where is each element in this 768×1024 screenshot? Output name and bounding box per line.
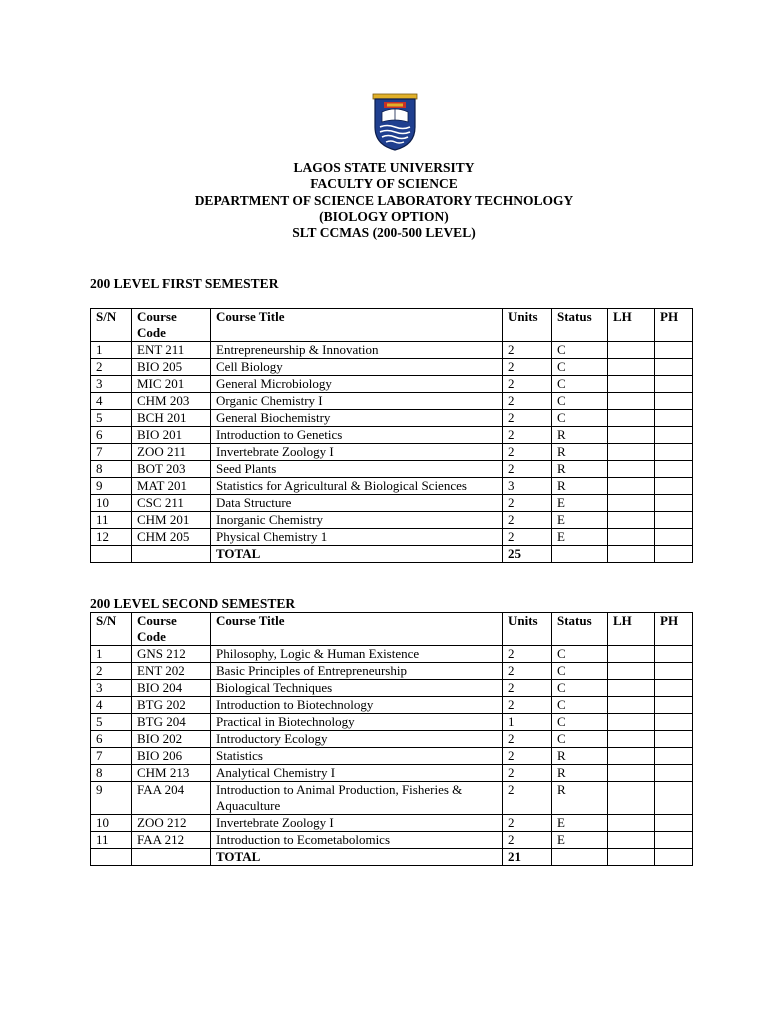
cell-course-title: Inorganic Chemistry bbox=[211, 512, 503, 529]
cell-units: 2 bbox=[503, 731, 552, 748]
total-row bbox=[91, 546, 693, 563]
table-row bbox=[91, 461, 693, 478]
cell-course-code: FAA 204 bbox=[132, 782, 211, 815]
cell-ph bbox=[655, 427, 693, 444]
table-row bbox=[91, 444, 693, 461]
table-row bbox=[91, 512, 693, 529]
cell-status: C bbox=[552, 731, 608, 748]
cell-sn: 11 bbox=[91, 832, 132, 849]
cell-lh bbox=[608, 427, 655, 444]
cell-ph bbox=[655, 782, 693, 815]
cell-lh bbox=[608, 714, 655, 731]
cell-status: E bbox=[552, 815, 608, 832]
cell-status: C bbox=[552, 359, 608, 376]
cell-units: 2 bbox=[503, 680, 552, 697]
cell-sn: 1 bbox=[91, 342, 132, 359]
table-row bbox=[91, 748, 693, 765]
cell-sn: 5 bbox=[91, 714, 132, 731]
cell-ph bbox=[655, 765, 693, 782]
cell-units: 2 bbox=[503, 495, 552, 512]
cell-status: E bbox=[552, 529, 608, 546]
cell-sn: 2 bbox=[91, 359, 132, 376]
option-name: (BIOLOGY OPTION) bbox=[319, 208, 449, 224]
cell-course-code: CHM 205 bbox=[132, 529, 211, 546]
cell-ph bbox=[655, 461, 693, 478]
cell-course-title: Introduction to Ecometabolomics bbox=[211, 832, 503, 849]
table-row bbox=[91, 529, 693, 546]
cell-lh bbox=[608, 663, 655, 680]
cell-ph bbox=[655, 478, 693, 495]
total-label: TOTAL bbox=[211, 849, 503, 866]
cell-sn: 10 bbox=[91, 815, 132, 832]
total-units: 21 bbox=[503, 849, 552, 866]
total-row bbox=[91, 849, 693, 866]
cell-lh bbox=[608, 495, 655, 512]
cell-lh bbox=[608, 376, 655, 393]
cell-ph bbox=[655, 680, 693, 697]
section-title-first-semester: 200 LEVEL FIRST SEMESTER bbox=[90, 276, 279, 291]
cell-course-title: General Biochemistry bbox=[211, 410, 503, 427]
cell-course-title: Statistics bbox=[211, 748, 503, 765]
cell-sn: 4 bbox=[91, 697, 132, 714]
table-row bbox=[91, 376, 693, 393]
table-row bbox=[91, 663, 693, 680]
cell-status: C bbox=[552, 342, 608, 359]
total-label: TOTAL bbox=[211, 546, 503, 563]
table-row bbox=[91, 478, 693, 495]
cell-course-title: Practical in Biotechnology bbox=[211, 714, 503, 731]
cell-ph bbox=[655, 714, 693, 731]
cell-sn: 3 bbox=[91, 680, 132, 697]
cell-status: R bbox=[552, 444, 608, 461]
cell-lh bbox=[608, 646, 655, 663]
cell-status: C bbox=[552, 714, 608, 731]
col-header-units: Units bbox=[503, 613, 552, 646]
cell-course-code: FAA 212 bbox=[132, 832, 211, 849]
table-row bbox=[91, 714, 693, 731]
cell-status: R bbox=[552, 461, 608, 478]
cell-sn: 9 bbox=[91, 478, 132, 495]
table-header-row bbox=[91, 613, 693, 646]
cell-sn: 5 bbox=[91, 410, 132, 427]
cell-status: C bbox=[552, 376, 608, 393]
course-table-second-semester bbox=[90, 612, 693, 866]
cell-sn: 6 bbox=[91, 731, 132, 748]
cell-sn: 3 bbox=[91, 376, 132, 393]
cell-sn: 4 bbox=[91, 393, 132, 410]
cell-course-code: BTG 202 bbox=[132, 697, 211, 714]
col-header-lh: LH bbox=[608, 613, 655, 646]
cell-status: C bbox=[552, 410, 608, 427]
cell-ph bbox=[655, 697, 693, 714]
cell-lh bbox=[608, 748, 655, 765]
cell-lh bbox=[608, 731, 655, 748]
cell-sn: 11 bbox=[91, 512, 132, 529]
col-header-course-code: Course Code bbox=[132, 613, 211, 646]
cell-lh bbox=[608, 832, 655, 849]
col-header-sn: S/N bbox=[91, 309, 132, 342]
cell-course-code: CHM 203 bbox=[132, 393, 211, 410]
cell-units: 2 bbox=[503, 529, 552, 546]
total-units: 25 bbox=[503, 546, 552, 563]
cell-lh bbox=[608, 512, 655, 529]
cell-course-title: Statistics for Agricultural & Biological Sciences bbox=[211, 478, 503, 495]
cell-course-title: Organic Chemistry I bbox=[211, 393, 503, 410]
cell-units: 2 bbox=[503, 410, 552, 427]
cell-ph bbox=[655, 646, 693, 663]
cell-course-code: BOT 203 bbox=[132, 461, 211, 478]
cell-ph bbox=[655, 832, 693, 849]
cell-lh bbox=[608, 697, 655, 714]
col-header-course-code: Course Code bbox=[132, 309, 211, 342]
cell-course-code: ENT 202 bbox=[132, 663, 211, 680]
table-row bbox=[91, 410, 693, 427]
col-header-units: Units bbox=[503, 309, 552, 342]
cell-sn: 6 bbox=[91, 427, 132, 444]
cell-sn: 12 bbox=[91, 529, 132, 546]
cell-lh bbox=[608, 461, 655, 478]
cell-course-code: MAT 201 bbox=[132, 478, 211, 495]
cell-ph bbox=[655, 376, 693, 393]
cell-course-title: Basic Principles of Entrepreneurship bbox=[211, 663, 503, 680]
cell-lh bbox=[608, 342, 655, 359]
cell-ph bbox=[655, 731, 693, 748]
university-crest-icon bbox=[372, 93, 418, 151]
table-row bbox=[91, 782, 693, 815]
table-row bbox=[91, 697, 693, 714]
cell-course-title: Philosophy, Logic & Human Existence bbox=[211, 646, 503, 663]
col-header-ph: PH bbox=[655, 309, 693, 342]
cell-status: R bbox=[552, 782, 608, 815]
cell-units: 2 bbox=[503, 748, 552, 765]
cell-units: 3 bbox=[503, 478, 552, 495]
cell-course-code: GNS 212 bbox=[132, 646, 211, 663]
cell-units: 2 bbox=[503, 393, 552, 410]
cell-units: 2 bbox=[503, 359, 552, 376]
cell-course-title: Introduction to Animal Production, Fisheries & Aquaculture bbox=[211, 782, 503, 815]
cell-course-title: Introduction to Genetics bbox=[211, 427, 503, 444]
table-row bbox=[91, 342, 693, 359]
table-row bbox=[91, 427, 693, 444]
cell-course-code: BTG 204 bbox=[132, 714, 211, 731]
cell-course-title: Seed Plants bbox=[211, 461, 503, 478]
cell-course-code: CHM 213 bbox=[132, 765, 211, 782]
cell-units: 2 bbox=[503, 376, 552, 393]
cell-lh bbox=[608, 410, 655, 427]
col-header-course-title: Course Title bbox=[211, 309, 503, 342]
table-header-row bbox=[91, 309, 693, 342]
cell-sn: 2 bbox=[91, 663, 132, 680]
cell-sn: 10 bbox=[91, 495, 132, 512]
cell-sn: 7 bbox=[91, 748, 132, 765]
table-row bbox=[91, 359, 693, 376]
col-header-ph: PH bbox=[655, 613, 693, 646]
table-row bbox=[91, 765, 693, 782]
section-title-second-semester: 200 LEVEL SECOND SEMESTER bbox=[90, 596, 296, 611]
cell-lh bbox=[608, 393, 655, 410]
cell-units: 2 bbox=[503, 512, 552, 529]
cell-course-code: BCH 201 bbox=[132, 410, 211, 427]
cell-ph bbox=[655, 393, 693, 410]
faculty-name: FACULTY OF SCIENCE bbox=[310, 176, 458, 192]
cell-course-title: Cell Biology bbox=[211, 359, 503, 376]
department-name: DEPARTMENT OF SCIENCE LABORATORY TECHNOLOGY bbox=[194, 192, 574, 208]
cell-course-title: Data Structure bbox=[211, 495, 503, 512]
col-header-status: Status bbox=[552, 309, 608, 342]
cell-units: 2 bbox=[503, 461, 552, 478]
cell-ph bbox=[655, 342, 693, 359]
cell-course-code: ZOO 212 bbox=[132, 815, 211, 832]
cell-course-code: ENT 211 bbox=[132, 342, 211, 359]
cell-units: 2 bbox=[503, 646, 552, 663]
cell-units: 2 bbox=[503, 444, 552, 461]
cell-lh bbox=[608, 815, 655, 832]
cell-lh bbox=[608, 680, 655, 697]
cell-units: 2 bbox=[503, 342, 552, 359]
cell-status: C bbox=[552, 680, 608, 697]
cell-lh bbox=[608, 529, 655, 546]
table-row bbox=[91, 393, 693, 410]
cell-course-title: Entrepreneurship & Innovation bbox=[211, 342, 503, 359]
cell-lh bbox=[608, 478, 655, 495]
cell-course-code: CHM 201 bbox=[132, 512, 211, 529]
cell-ph bbox=[655, 410, 693, 427]
col-header-status: Status bbox=[552, 613, 608, 646]
table-row bbox=[91, 495, 693, 512]
cell-sn: 9 bbox=[91, 782, 132, 815]
cell-course-code: BIO 205 bbox=[132, 359, 211, 376]
cell-ph bbox=[655, 748, 693, 765]
col-header-lh: LH bbox=[608, 309, 655, 342]
table-row bbox=[91, 731, 693, 748]
cell-units: 2 bbox=[503, 832, 552, 849]
cell-units: 2 bbox=[503, 663, 552, 680]
cell-sn: 8 bbox=[91, 461, 132, 478]
cell-status: C bbox=[552, 646, 608, 663]
cell-status: E bbox=[552, 832, 608, 849]
cell-sn: 7 bbox=[91, 444, 132, 461]
cell-units: 1 bbox=[503, 714, 552, 731]
cell-course-title: Biological Techniques bbox=[211, 680, 503, 697]
cell-course-code: CSC 211 bbox=[132, 495, 211, 512]
table-row bbox=[91, 646, 693, 663]
cell-course-title: Invertebrate Zoology I bbox=[211, 815, 503, 832]
cell-status: E bbox=[552, 495, 608, 512]
table-row bbox=[91, 815, 693, 832]
cell-sn: 8 bbox=[91, 765, 132, 782]
cell-sn: 1 bbox=[91, 646, 132, 663]
cell-course-code: BIO 201 bbox=[132, 427, 211, 444]
cell-course-title: General Microbiology bbox=[211, 376, 503, 393]
cell-status: R bbox=[552, 427, 608, 444]
col-header-course-title: Course Title bbox=[211, 613, 503, 646]
cell-course-title: Introduction to Biotechnology bbox=[211, 697, 503, 714]
cell-status: R bbox=[552, 748, 608, 765]
cell-ph bbox=[655, 815, 693, 832]
university-name: LAGOS STATE UNIVERSITY bbox=[293, 160, 475, 175]
cell-ph bbox=[655, 444, 693, 461]
cell-lh bbox=[608, 782, 655, 815]
cell-lh bbox=[608, 359, 655, 376]
program-name: SLT CCMAS (200-500 LEVEL) bbox=[292, 225, 476, 241]
cell-course-title: Introductory Ecology bbox=[211, 731, 503, 748]
cell-course-code: ZOO 211 bbox=[132, 444, 211, 461]
cell-ph bbox=[655, 512, 693, 529]
cell-course-code: MIC 201 bbox=[132, 376, 211, 393]
cell-units: 2 bbox=[503, 782, 552, 815]
document-heading bbox=[0, 160, 768, 241]
cell-ph bbox=[655, 663, 693, 680]
cell-course-code: BIO 202 bbox=[132, 731, 211, 748]
course-table-first-semester bbox=[90, 308, 693, 563]
cell-course-title: Physical Chemistry 1 bbox=[211, 529, 503, 546]
cell-ph bbox=[655, 529, 693, 546]
cell-course-code: BIO 206 bbox=[132, 748, 211, 765]
cell-units: 2 bbox=[503, 765, 552, 782]
cell-status: C bbox=[552, 697, 608, 714]
cell-status: R bbox=[552, 765, 608, 782]
cell-status: C bbox=[552, 663, 608, 680]
cell-units: 2 bbox=[503, 427, 552, 444]
table-row bbox=[91, 680, 693, 697]
cell-status: E bbox=[552, 512, 608, 529]
cell-units: 2 bbox=[503, 815, 552, 832]
cell-lh bbox=[608, 765, 655, 782]
table-row bbox=[91, 832, 693, 849]
cell-course-title: Invertebrate Zoology I bbox=[211, 444, 503, 461]
cell-status: R bbox=[552, 478, 608, 495]
cell-course-title: Analytical Chemistry I bbox=[211, 765, 503, 782]
cell-ph bbox=[655, 359, 693, 376]
cell-lh bbox=[608, 444, 655, 461]
col-header-sn: S/N bbox=[91, 613, 132, 646]
cell-course-code: BIO 204 bbox=[132, 680, 211, 697]
cell-ph bbox=[655, 495, 693, 512]
cell-units: 2 bbox=[503, 697, 552, 714]
cell-status: C bbox=[552, 393, 608, 410]
